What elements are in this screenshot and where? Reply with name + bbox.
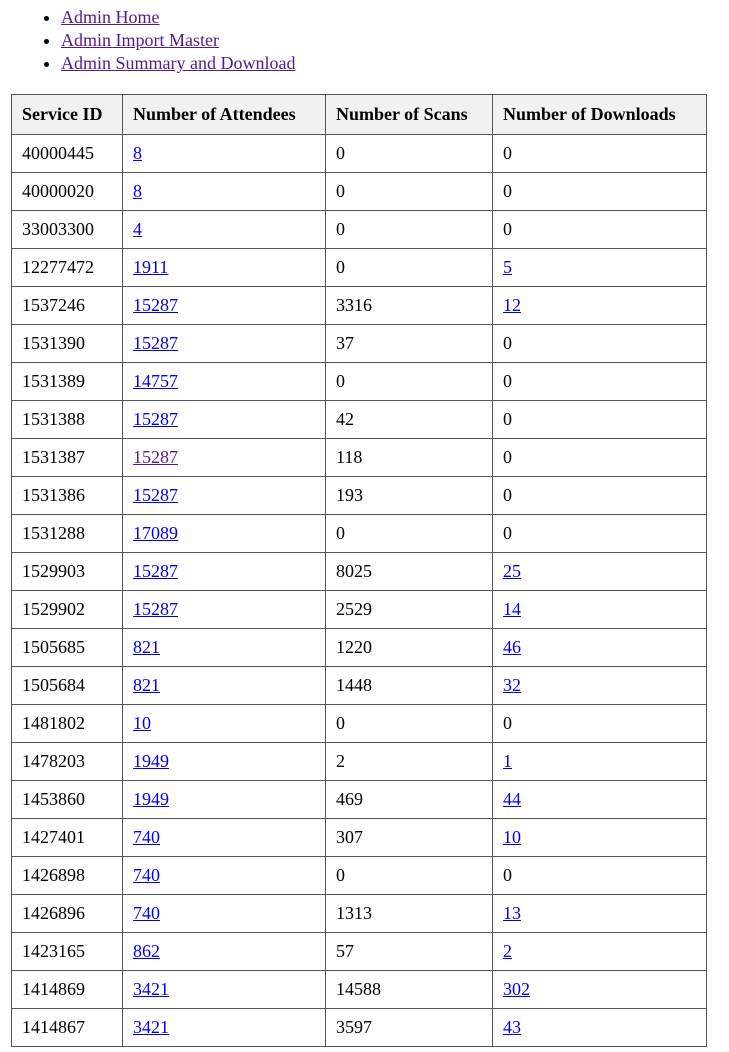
- scans-cell: 57: [326, 933, 493, 971]
- downloads-link[interactable]: 12: [503, 295, 521, 315]
- table-row: [12, 211, 707, 249]
- downloads-cell: 0: [493, 173, 707, 211]
- downloads-link[interactable]: 14: [503, 599, 521, 619]
- table-row: [12, 173, 707, 211]
- downloads-cell: [493, 819, 707, 857]
- table-row: [12, 895, 707, 933]
- scans-cell: 0: [326, 135, 493, 173]
- scans-cell: 1448: [326, 667, 493, 705]
- service-id-cell: 1453860: [12, 781, 123, 819]
- attendees-link[interactable]: 17089: [133, 523, 178, 543]
- downloads-cell: [493, 249, 707, 287]
- downloads-cell: [493, 287, 707, 325]
- table-body: [12, 135, 707, 1047]
- attendees-cell: [123, 325, 326, 363]
- downloads-cell: [493, 629, 707, 667]
- attendees-link[interactable]: 15287: [133, 561, 178, 581]
- attendees-link[interactable]: 15287: [133, 447, 178, 467]
- table-row: [12, 135, 707, 173]
- scans-cell: 0: [326, 363, 493, 401]
- table-header-row: [12, 95, 707, 135]
- attendees-link[interactable]: 3421: [133, 979, 169, 999]
- admin-nav-list: [0, 6, 729, 75]
- downloads-cell: [493, 781, 707, 819]
- table-row: [12, 325, 707, 363]
- table-row: [12, 933, 707, 971]
- downloads-cell: [493, 743, 707, 781]
- service-id-cell: 1531390: [12, 325, 123, 363]
- scans-cell: 2: [326, 743, 493, 781]
- service-id-cell: 1531386: [12, 477, 123, 515]
- scans-cell: 469: [326, 781, 493, 819]
- attendees-cell: [123, 819, 326, 857]
- attendees-cell: [123, 895, 326, 933]
- service-id-cell: 1414869: [12, 971, 123, 1009]
- downloads-link[interactable]: 2: [503, 941, 512, 961]
- downloads-cell: 0: [493, 439, 707, 477]
- scans-cell: 1313: [326, 895, 493, 933]
- downloads-cell: 0: [493, 857, 707, 895]
- downloads-cell: [493, 933, 707, 971]
- downloads-link[interactable]: 10: [503, 827, 521, 847]
- attendees-cell: [123, 211, 326, 249]
- table-row: [12, 667, 707, 705]
- downloads-cell: [493, 591, 707, 629]
- downloads-link[interactable]: 44: [503, 789, 521, 809]
- table-row: [12, 287, 707, 325]
- scans-cell: 8025: [326, 553, 493, 591]
- service-id-cell: 1537246: [12, 287, 123, 325]
- attendees-cell: [123, 1009, 326, 1047]
- attendees-link[interactable]: 4: [133, 219, 142, 239]
- attendees-link[interactable]: 15287: [133, 333, 178, 353]
- service-summary-table: [11, 94, 707, 1047]
- attendees-link[interactable]: 15287: [133, 485, 178, 505]
- attendees-cell: [123, 515, 326, 553]
- attendees-cell: [123, 743, 326, 781]
- attendees-cell: [123, 781, 326, 819]
- service-id-cell: 40000020: [12, 173, 123, 211]
- downloads-link[interactable]: 46: [503, 637, 521, 657]
- attendees-cell: [123, 287, 326, 325]
- attendees-link[interactable]: 8: [133, 143, 142, 163]
- scans-cell: 1220: [326, 629, 493, 667]
- attendees-link[interactable]: 15287: [133, 409, 178, 429]
- attendees-link[interactable]: 15287: [133, 599, 178, 619]
- scans-cell: 2529: [326, 591, 493, 629]
- downloads-link[interactable]: 43: [503, 1017, 521, 1037]
- table-row: [12, 705, 707, 743]
- attendees-link[interactable]: 1911: [133, 257, 169, 277]
- scans-cell: 42: [326, 401, 493, 439]
- attendees-cell: [123, 363, 326, 401]
- attendees-link[interactable]: 3421: [133, 1017, 169, 1037]
- service-id-cell: 1531388: [12, 401, 123, 439]
- table-row: [12, 401, 707, 439]
- downloads-link[interactable]: 5: [503, 257, 512, 277]
- service-id-cell: 1481802: [12, 705, 123, 743]
- scans-cell: 0: [326, 705, 493, 743]
- service-id-cell: 1531389: [12, 363, 123, 401]
- attendees-link[interactable]: 740: [133, 827, 160, 847]
- attendees-cell: [123, 591, 326, 629]
- service-id-cell: 1531387: [12, 439, 123, 477]
- attendees-cell: [123, 173, 326, 211]
- attendees-cell: [123, 249, 326, 287]
- service-id-cell: 1426898: [12, 857, 123, 895]
- scans-cell: 0: [326, 515, 493, 553]
- scans-cell: 0: [326, 249, 493, 287]
- scans-cell: 0: [326, 173, 493, 211]
- table-row: [12, 629, 707, 667]
- admin-summary-download-link[interactable]: Admin Summary and Download: [61, 53, 296, 73]
- attendees-link[interactable]: 14757: [133, 371, 178, 391]
- table-row: [12, 1009, 707, 1047]
- downloads-cell: 0: [493, 515, 707, 553]
- downloads-cell: 0: [493, 401, 707, 439]
- service-id-cell: 12277472: [12, 249, 123, 287]
- downloads-cell: [493, 667, 707, 705]
- scans-cell: 118: [326, 439, 493, 477]
- attendees-link[interactable]: 8: [133, 181, 142, 201]
- service-id-cell: 33003300: [12, 211, 123, 249]
- nav-item-admin-summary: [61, 52, 729, 75]
- header-number-of-scans: Number of Scans: [326, 95, 493, 135]
- scans-cell: 0: [326, 857, 493, 895]
- downloads-cell: 0: [493, 135, 707, 173]
- scans-cell: 3316: [326, 287, 493, 325]
- service-id-cell: 1423165: [12, 933, 123, 971]
- table-row: [12, 857, 707, 895]
- service-id-cell: 1426896: [12, 895, 123, 933]
- attendees-cell: [123, 857, 326, 895]
- attendees-cell: [123, 477, 326, 515]
- service-id-cell: 1505685: [12, 629, 123, 667]
- downloads-link[interactable]: 13: [503, 903, 521, 923]
- service-id-cell: 1505684: [12, 667, 123, 705]
- downloads-link[interactable]: 32: [503, 675, 521, 695]
- scans-cell: 3597: [326, 1009, 493, 1047]
- table-row: [12, 781, 707, 819]
- service-id-cell: 1427401: [12, 819, 123, 857]
- attendees-link[interactable]: 740: [133, 865, 160, 885]
- service-id-cell: 1529903: [12, 553, 123, 591]
- nav-item-admin-import-master: [61, 29, 729, 52]
- table-row: [12, 515, 707, 553]
- downloads-cell: [493, 553, 707, 591]
- attendees-cell: [123, 401, 326, 439]
- header-number-of-downloads: Number of Downloads: [493, 95, 707, 135]
- attendees-link[interactable]: 862: [133, 941, 160, 961]
- service-id-cell: 1529902: [12, 591, 123, 629]
- downloads-cell: 0: [493, 363, 707, 401]
- scans-cell: 193: [326, 477, 493, 515]
- attendees-cell: [123, 705, 326, 743]
- scans-cell: 14588: [326, 971, 493, 1009]
- attendees-cell: [123, 667, 326, 705]
- attendees-cell: [123, 439, 326, 477]
- scans-cell: 307: [326, 819, 493, 857]
- service-id-cell: 1478203: [12, 743, 123, 781]
- downloads-cell: [493, 1009, 707, 1047]
- downloads-link[interactable]: 25: [503, 561, 521, 581]
- admin-import-master-link[interactable]: Admin Import Master: [61, 30, 219, 50]
- downloads-cell: [493, 971, 707, 1009]
- attendees-link[interactable]: 821: [133, 675, 160, 695]
- downloads-cell: 0: [493, 705, 707, 743]
- admin-home-link[interactable]: Admin Home: [61, 7, 160, 27]
- table-row: [12, 971, 707, 1009]
- attendees-link[interactable]: 1949: [133, 751, 169, 771]
- table-row: [12, 743, 707, 781]
- table-row: [12, 819, 707, 857]
- table-row: [12, 591, 707, 629]
- table-row: [12, 363, 707, 401]
- attendees-link[interactable]: 740: [133, 903, 160, 923]
- scans-cell: 37: [326, 325, 493, 363]
- downloads-cell: 0: [493, 477, 707, 515]
- table-row: [12, 439, 707, 477]
- scans-cell: 0: [326, 211, 493, 249]
- attendees-link[interactable]: 1949: [133, 789, 169, 809]
- service-id-cell: 1531288: [12, 515, 123, 553]
- downloads-cell: 0: [493, 211, 707, 249]
- downloads-cell: [493, 895, 707, 933]
- attendees-link[interactable]: 10: [133, 713, 151, 733]
- attendees-cell: [123, 971, 326, 1009]
- nav-item-admin-home: [61, 6, 729, 29]
- downloads-link[interactable]: 1: [503, 751, 512, 771]
- attendees-link[interactable]: 821: [133, 637, 160, 657]
- attendees-cell: [123, 553, 326, 591]
- header-service-id: Service ID: [12, 95, 123, 135]
- service-id-cell: 40000445: [12, 135, 123, 173]
- table-row: [12, 553, 707, 591]
- attendees-cell: [123, 629, 326, 667]
- attendees-link[interactable]: 15287: [133, 295, 178, 315]
- table-row: [12, 477, 707, 515]
- table-row: [12, 249, 707, 287]
- header-number-of-attendees: Number of Attendees: [123, 95, 326, 135]
- downloads-link[interactable]: 302: [503, 979, 530, 999]
- service-id-cell: 1414867: [12, 1009, 123, 1047]
- attendees-cell: [123, 933, 326, 971]
- downloads-cell: 0: [493, 325, 707, 363]
- attendees-cell: [123, 135, 326, 173]
